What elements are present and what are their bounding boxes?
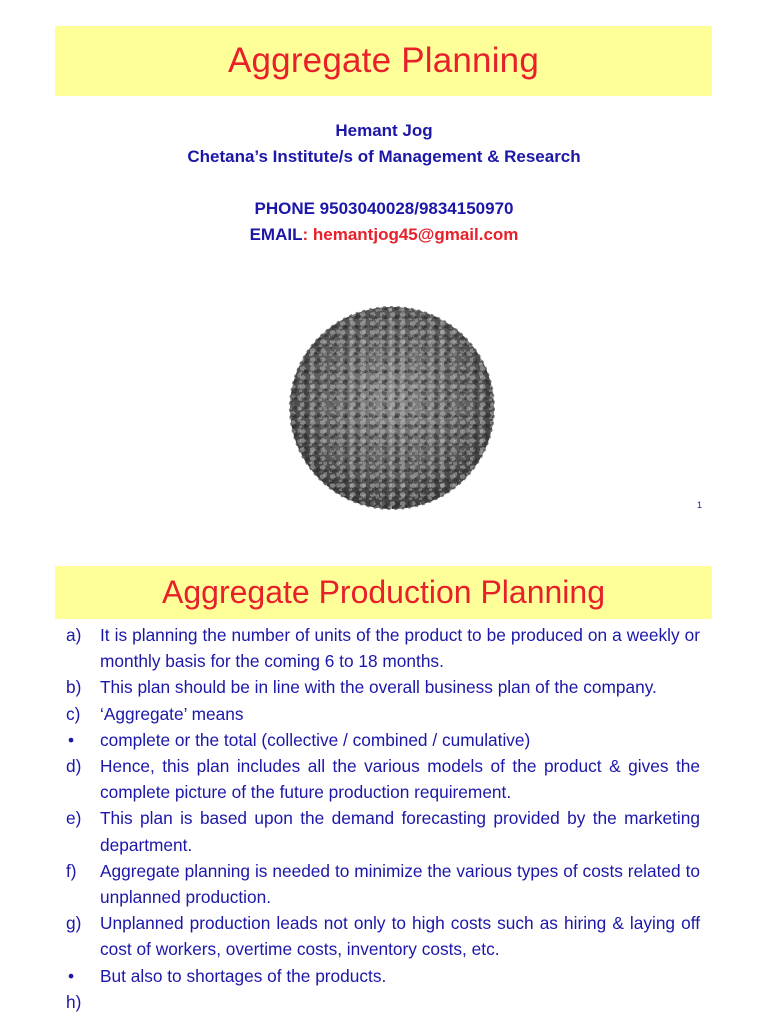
list-text: Unplanned production leads not only to high costs such as hiring & laying off cost of workers, overtime costs, inventory costs, etc. (100, 913, 700, 960)
list-text: Hence, this plan includes all the various models of the product & gives the complete picture of the future production requirement. (100, 756, 700, 803)
list-marker: g) (66, 913, 82, 934)
list-text: complete or the total (collective / combined / cumulative) (100, 729, 531, 750)
list-marker: f) (66, 860, 77, 881)
list-marker: d) (66, 756, 82, 777)
gravel-pile-image (289, 302, 496, 512)
title-banner (55, 26, 712, 96)
email-line (0, 222, 768, 248)
email-separator: : (302, 225, 309, 244)
list-item (66, 701, 700, 727)
list-marker: h) (66, 991, 82, 1012)
institute-name: Chetana’s Institute/s of Management & Research (187, 147, 581, 166)
section-title: Aggregate Production Planning (162, 574, 605, 610)
author-info (0, 118, 768, 248)
list-item (66, 727, 700, 753)
list-item (66, 805, 700, 857)
author-name: Hemant Jog (335, 121, 433, 140)
list-item (66, 753, 700, 805)
list-text: Aggregate planning is needed to minimize the various types of costs related to unplanned production. (100, 860, 700, 908)
slide-title: Aggregate Planning (227, 41, 540, 80)
list-item (66, 910, 700, 962)
spacer (0, 170, 768, 196)
list-marker: c) (66, 703, 81, 724)
bullet-marker: • (68, 965, 75, 986)
list-text: But also to shortages of the products. (100, 965, 387, 986)
list-marker: b) (66, 677, 82, 698)
list-marker: a) (66, 625, 82, 645)
list-text: ‘Aggregate’ means (100, 703, 244, 724)
email-label: EMAIL (249, 225, 303, 244)
email-address[interactable]: hemantjog45@gmail.com (312, 225, 519, 244)
section-banner (55, 566, 712, 619)
list-item (66, 858, 700, 910)
points-list (66, 622, 700, 1012)
list-marker: e) (66, 808, 82, 829)
slide-number: 1 (697, 500, 703, 510)
list-text: This plan is based upon the demand forecasting provided by the marketing department. (100, 808, 700, 855)
phone-line: PHONE 9503040028/9834150970 (254, 199, 514, 218)
bullet-marker: • (68, 729, 75, 750)
list-item (66, 963, 700, 989)
list-text: It is planning the number of units of the product to be produced on a weekly or monthly basis for the coming 6 to 18 months. (100, 625, 700, 672)
list-text: This plan should be in line with the overall business plan of the company. (100, 677, 657, 698)
list-item (66, 622, 700, 674)
list-item (66, 674, 700, 700)
